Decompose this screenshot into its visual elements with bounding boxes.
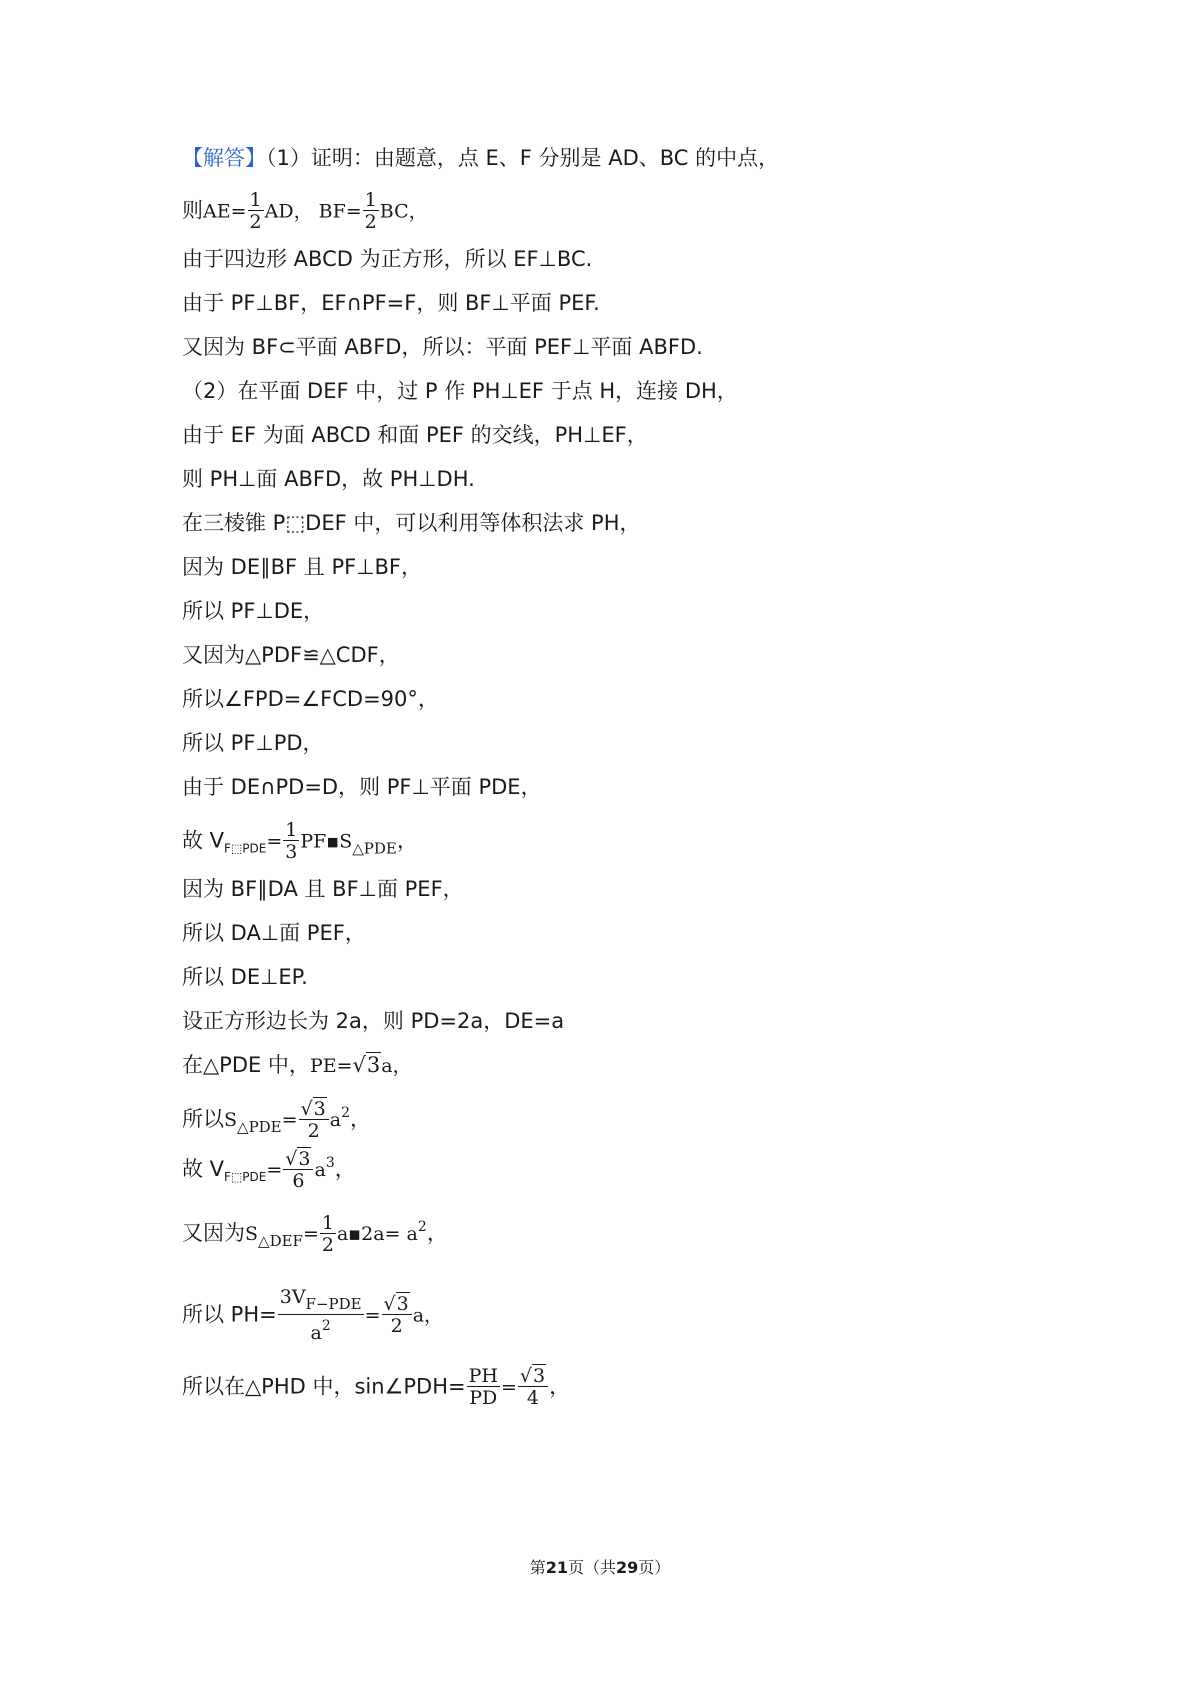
solution-line-24: 又因为$S_{\triangle DEF}=$ $\frac{1}{2}$ a▪2a= $a^2$， <box>182 1211 448 1256</box>
fraction: $\frac{PH}{PD}$ <box>468 1365 498 1409</box>
solution-line-23: 故 $V_{F⬚PDE}=$ $\frac{√3}{6}$ $a^3$， <box>182 1147 356 1192</box>
solution-line-16: 故 $V_{F⬚PDE}=$ $\frac{1}{3}$ $PF▪S_{\triangle PDE}$， <box>182 819 418 863</box>
solution-line-17: 因为 BF∥DA 且 BF⊥面 PEF， <box>182 877 464 901</box>
square-root: √3 <box>519 1365 546 1387</box>
solution-line-1: 【解答】（1）证明：由题意，点 E、F 分别是 AD、BC 的中点， <box>182 146 780 170</box>
square-root: √3 <box>300 1097 326 1120</box>
page-number: 21 <box>545 1558 568 1577</box>
solution-line-26: 所以在△PHD 中，sin∠PDH= $\frac{PH}{PD}$ = $\frac{√3}{4}$ ， <box>182 1365 571 1409</box>
solution-line-15: 由于 DE∩PD=D，则 PF⊥平面 PDE， <box>182 775 542 799</box>
fraction: $\frac{√3}{2}$ <box>382 1294 412 1337</box>
solution-line-2: 则AE= $\frac{1}{2}$ AD， BF= $\frac{1}{2}$ BC， <box>182 189 428 233</box>
solution-line-14: 所以 PF⊥PD， <box>182 731 324 755</box>
fraction: $\frac{1}{2}$ <box>249 189 262 233</box>
total-pages: 29 <box>616 1558 639 1577</box>
solution-line-22: 所以$S_{\triangle PDE}=$ $\frac{√3}{2}$ $a^2$， <box>182 1097 372 1142</box>
solution-line-3: 由于四边形 ABCD 为正方形，所以 EF⊥BC. <box>182 247 593 271</box>
solution-line-9: 在三棱锥 P⬚DEF 中，可以利用等体积法求 PH， <box>182 511 641 535</box>
answer-tag: 【解答】 <box>182 146 266 170</box>
solution-line-4: 由于 PF⊥BF，EF∩PF=F，则 BF⊥平面 PEF. <box>182 291 600 315</box>
solution-line-5: 又因为 BF⊂平面 ABFD，所以：平面 PEF⊥平面 ABFD. <box>182 335 703 359</box>
page-footer: 第21页（共29页） <box>529 1558 671 1577</box>
fraction: $\frac{3V_{F-PDE}}{a^2}$ <box>279 1286 362 1344</box>
solution-line-11: 所以 PF⊥DE， <box>182 599 325 623</box>
solution-line-7: 由于 EF 为面 ABCD 和面 PEF 的交线，PH⊥EF， <box>182 423 648 447</box>
solution-line-21: 在△PDE 中，PE=√3a， <box>182 1053 412 1077</box>
solution-line-19: 所以 DE⊥EP. <box>182 965 308 989</box>
solution-line-6: （2）在平面 DEF 中，过 P 作 PH⊥EF 于点 H，连接 DH， <box>182 379 738 403</box>
fraction: $\frac{√3}{6}$ <box>283 1149 313 1192</box>
solution-line-13: 所以∠FPD=∠FCD=90°， <box>182 687 439 711</box>
solution-line-25: 所以 PH= $\frac{3V_{F-PDE}}{a^2}$ = $\frac{√3}{2}$ a， <box>182 1286 444 1344</box>
solution-line-12: 又因为△PDF≌△CDF， <box>182 643 400 667</box>
fraction: $\frac{√3}{2}$ <box>299 1099 329 1142</box>
square-root: √3 <box>352 1053 381 1077</box>
fraction: $\frac{1}{3}$ <box>285 819 298 863</box>
fraction: $\frac{√3}{4}$ <box>518 1366 548 1409</box>
solution-line-10: 因为 DE∥BF 且 PF⊥BF， <box>182 555 422 579</box>
solution-line-8: 则 PH⊥面 ABFD，故 PH⊥DH. <box>182 467 475 491</box>
square-root: √3 <box>383 1293 409 1315</box>
solution-line-20: 设正方形边长为 2a，则 PD=2a，DE=a <box>182 1009 565 1033</box>
solution-line-18: 所以 DA⊥面 PEF， <box>182 921 366 945</box>
square-root: √3 <box>285 1147 311 1170</box>
fraction: $\frac{1}{2}$ <box>364 189 377 233</box>
fraction: $\frac{1}{2}$ <box>321 1211 334 1256</box>
